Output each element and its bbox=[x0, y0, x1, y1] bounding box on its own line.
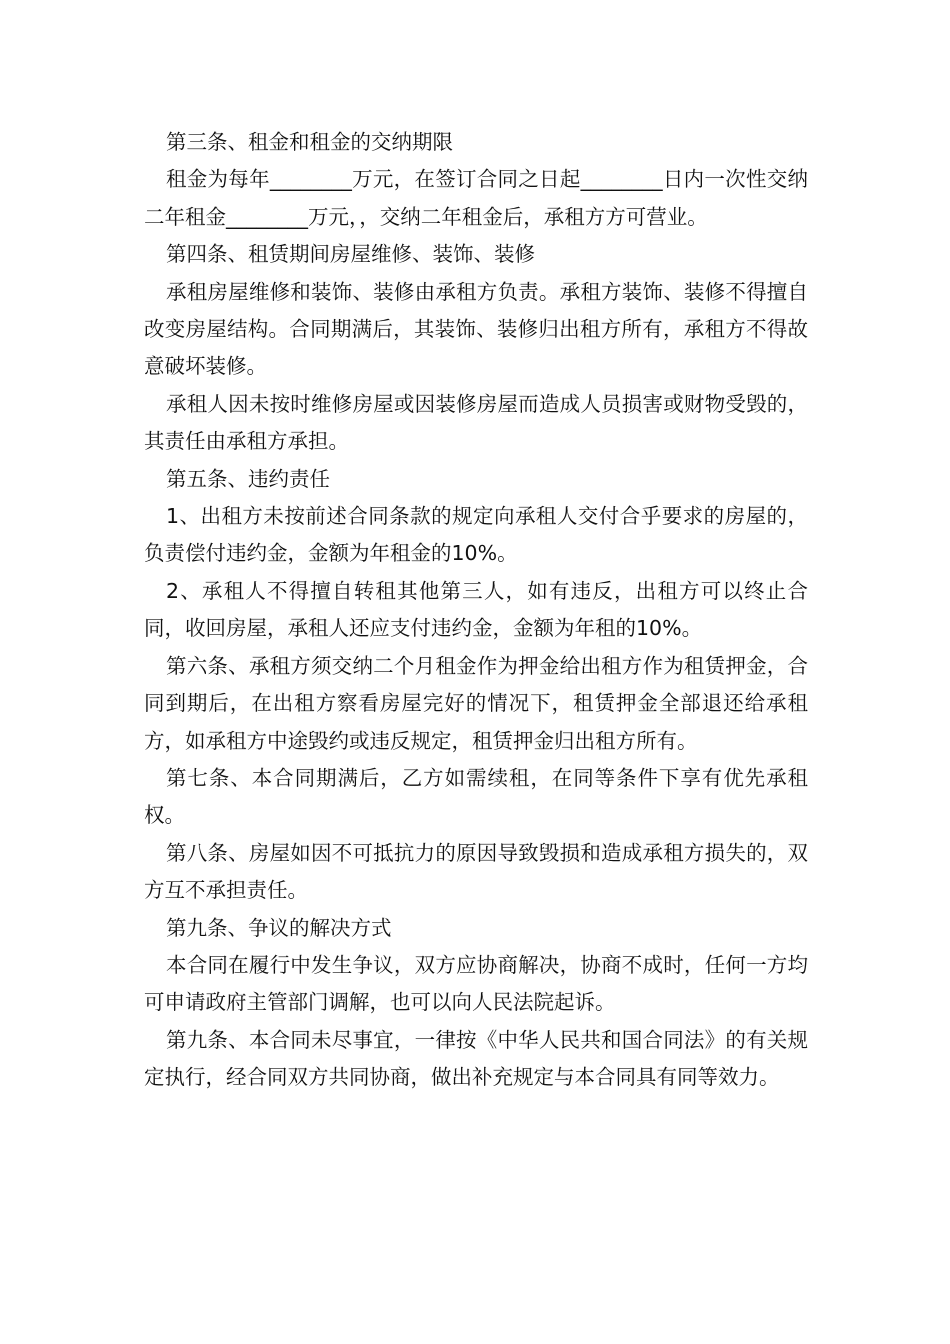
clause-9-heading: 第九条、争议的解决方式 bbox=[166, 915, 392, 940]
clause-3-heading: 第三条、租金和租金的交纳期限 bbox=[166, 130, 453, 154]
document-page bbox=[144, 124, 808, 1097]
clause-4-heading: 第四条、租赁期间房屋维修、装饰、装修 bbox=[166, 242, 535, 267]
clause-9-supplement: 第九条、本合同未尽事宜，一律按《中华人民共和国合同法》的有关规定执行，经合同双方共同协商，做出补充规定与本合同具有同等效力。 bbox=[144, 1027, 808, 1090]
clause-3-rent-terms: 租金为每年________万元，在签订合同之日起________日内一次性交纳二年租金________万元，，交纳二年租金后，承租方方可营业。 bbox=[144, 167, 808, 229]
clause-6-deposit: 第六条、承租方须交纳二个月租金作为押金给出租方作为租赁押金，合同到期后，在出租方察看房屋完好的情况下，租赁押金全部退还给承租方，如承租方中途毁约或违反规定，租赁押金归出租方所有。 bbox=[144, 653, 808, 753]
clause-5-item-1: 1、出租方未按前述合同条款的规定向承租人交付合乎要求的房屋的，负责偿付违约金，金额为年租金的10%。 bbox=[144, 504, 808, 566]
clause-9-dispute: 本合同在履行中发生争议，双方应协商解决，协商不成时，任何一方均可申请政府主管部门调解，也可以向人民法院起诉。 bbox=[144, 952, 808, 1015]
clause-4-decoration: 承租房屋维修和装饰、装修由承租方负责。承租方装饰、装修不得擅自改变房屋结构。合同期满后，其装饰、装修归出租方所有，承租方不得故意破坏装修。 bbox=[144, 279, 808, 379]
clause-4-liability: 承租人因未按时维修房屋或因装修房屋而造成人员损害或财物受毁的，其责任由承租方承担。 bbox=[144, 391, 808, 454]
clause-5-item-2: 2、承租人不得擅自转租其他第三人，如有违反，出租方可以终止合同，收回房屋，承租人还应支付违约金，金额为年租的10%。 bbox=[144, 578, 808, 641]
clause-7-renewal: 第七条、本合同期满后，乙方如需续租，在同等条件下享有优先承租权。 bbox=[144, 765, 808, 828]
clause-5-heading: 第五条、违约责任 bbox=[166, 466, 330, 491]
clause-8-force-majeure: 第八条、房屋如因不可抵抗力的原因导致毁损和造成承租方损失的，双方互不承担责任。 bbox=[144, 840, 808, 903]
